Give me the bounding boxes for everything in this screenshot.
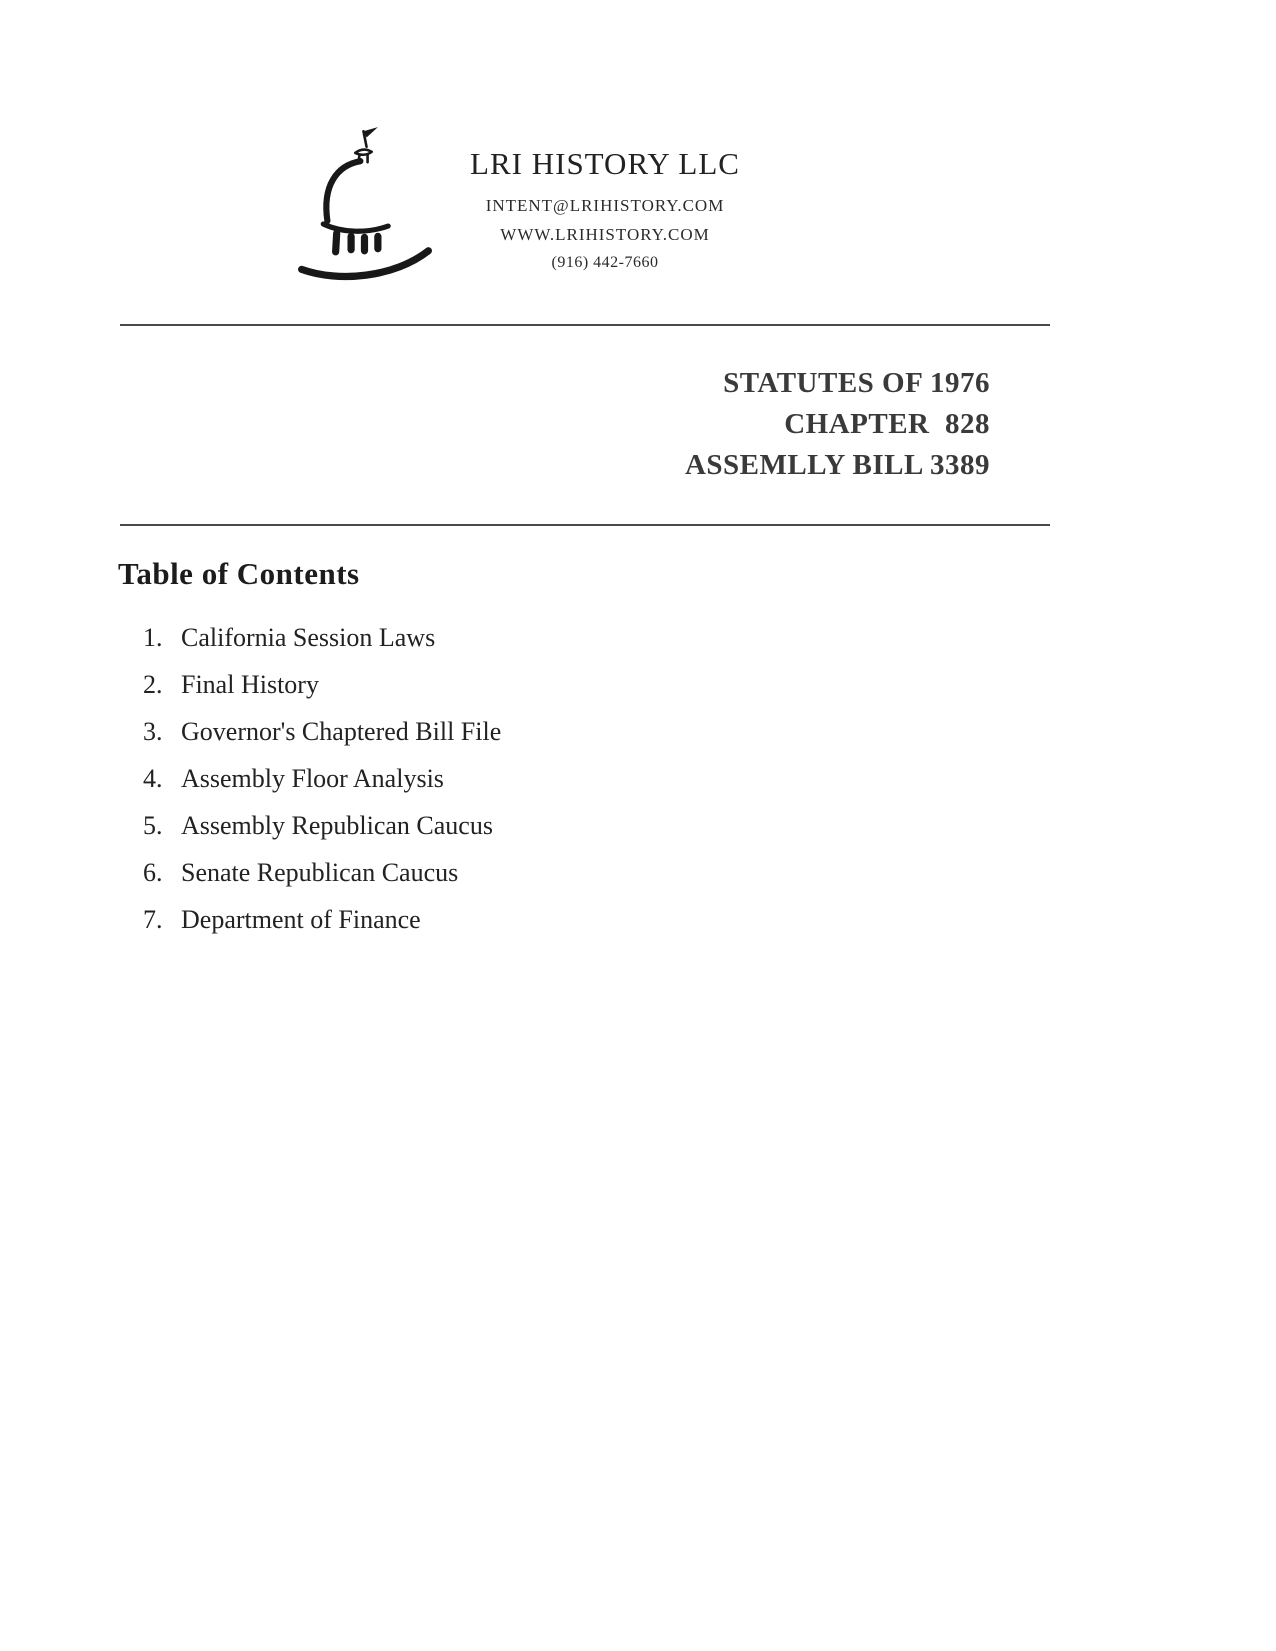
toc-item-label: Governor's Chaptered Bill File — [181, 717, 502, 746]
divider-bottom — [120, 524, 1050, 526]
toc-item-number: 5. — [143, 811, 163, 840]
company-email: INTENT@LRIHISTORY.COM — [485, 196, 725, 215]
toc-item-number: 6. — [143, 858, 163, 887]
toc-item-number: 2. — [143, 670, 163, 699]
toc-item-label: Department of Finance — [181, 905, 421, 934]
letterhead — [430, 146, 780, 272]
toc-item — [143, 896, 843, 943]
toc-item-number: 3. — [143, 717, 163, 746]
toc-item — [143, 708, 843, 755]
title-block — [120, 363, 990, 486]
toc-item — [143, 661, 843, 708]
toc-item-number: 4. — [143, 764, 163, 793]
toc-item-label: California Session Laws — [181, 623, 436, 652]
toc-item-label: Final History — [181, 670, 319, 699]
toc-item-number: 1. — [143, 623, 163, 652]
toc-item-label: Assembly Republican Caucus — [181, 811, 493, 840]
company-name: LRI HISTORY LLC — [470, 146, 740, 181]
divider-top — [120, 324, 1050, 326]
title-chapter: CHAPTER 828 — [784, 408, 990, 440]
title-bill: ASSEMLLY BILL 3389 — [684, 449, 990, 481]
company-website: WWW.LRIHISTORY.COM — [500, 225, 710, 244]
toc-item — [143, 849, 843, 896]
toc-item — [143, 802, 843, 849]
capitol-dome-logo — [295, 122, 435, 292]
toc-heading: Table of Contents — [118, 556, 360, 591]
toc-item — [143, 614, 843, 661]
company-phone: (916) 442-7660 — [551, 254, 659, 271]
capitol-dome-sketch-icon — [295, 122, 435, 292]
toc-item-label: Senate Republican Caucus — [181, 858, 459, 887]
toc-item — [143, 755, 843, 802]
toc-item-number: 7. — [143, 905, 163, 934]
toc-item-label: Assembly Floor Analysis — [181, 764, 444, 793]
toc-list — [143, 614, 843, 943]
title-statutes: STATUTES OF 1976 — [723, 367, 990, 399]
